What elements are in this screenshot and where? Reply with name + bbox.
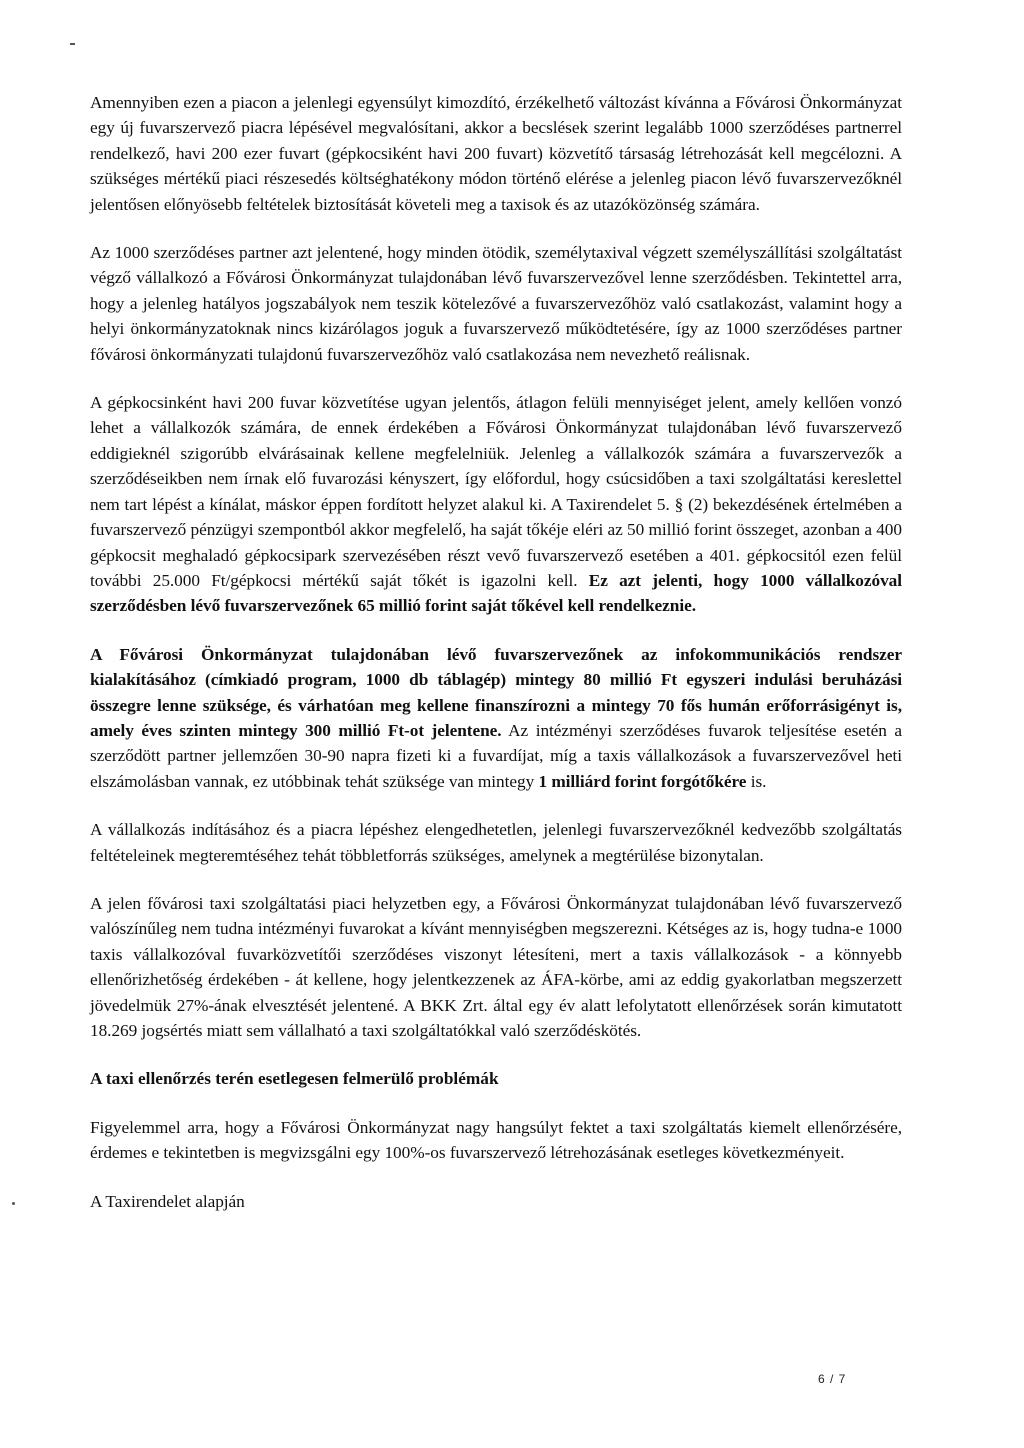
text-segment: Figyelemmel arra, hogy a Fővárosi Önkormányzat nagy hangsúlyt fektet a taxi szolgáltatás kiemelt ellenőrzésére, érdemes e tekintetben is megvizsgálni egy 100%-os fuvarszervező létrehozásának esetleges következményeit.	[90, 1117, 902, 1163]
paragraph	[90, 1115, 902, 1166]
text-segment: Az 1000 szerződéses partner azt jelentené, hogy minden ötödik, személytaxival végzett személyszállítási szolgáltatást végző vállalkozó a Fővárosi Önkormányzat tulajdonában lévő fuvarszervezővel lenne szerződésben. Tekintettel arra, hogy a jelenleg hatályos jogszabályok nem teszik kötelezővé a fuvarszervezőhöz való csatlakozást, valamint hogy a helyi önkormányzatoknak nincs kizárólagos joguk a fuvarszervező működtetésére, így az 1000 szerződéses partner fővárosi önkormányzati tulajdonú fuvarszervezőhöz való csatlakozása nem nevezhető reálisnak.	[90, 243, 902, 364]
scan-mark	[12, 1202, 15, 1205]
paragraph	[90, 240, 902, 367]
page-number: 6 / 7	[818, 1372, 847, 1386]
paragraph	[90, 891, 902, 1043]
text-segment: A jelen fővárosi taxi szolgáltatási piaci helyzetben egy, a Fővárosi Önkormányzat tulajdonában lévő fuvarszervező valószínűleg nem tudna intézményi fuvarokat a kívánt mennyiségben megszerezni. Kétséges az is, hogy tudna-e 1000 taxis vállalkozóval fuvarközvetítői szerződéses viszonyt létesíteni, mert a taxis vállalkozások - a könnyebb ellenőrizhetőség érdekében - át kellene, hogy jelentkezzenek az ÁFA-körbe, ami az eddig gyakorlatban megszerzett jövedelmük 27%-ának elvesztését jelentené. A BKK Zrt. által egy év alatt lefolytatott ellenőrzések során kimutatott 18.269 jogsértés miatt sem vállalható a taxi szolgáltatókkal való szerződéskötés.	[90, 893, 902, 1040]
paragraph	[90, 642, 902, 794]
paragraph	[90, 390, 902, 619]
scan-mark	[70, 43, 75, 45]
text-segment: A gépkocsinként havi 200 fuvar közvetítése ugyan jelentős, átlagon felüli mennyiséget jelent, amely kellően vonzó lehet a vállalkozók számára, de ennek érdekében a Fővárosi Önkormányzat tulajdonában lévő fuvarszervező eddigieknél szigorúbb elvárásainak kellene megfelelniük. Jelenleg a vállalkozók számára a fuvarszervezők a szerződéseikben nem írnak elő fuvarozási kényszert, így előfordul, hogy csúcsidőben a taxi szolgáltatási kereslettel nem tart lépést a kínálat, máskor éppen fordított helyzet alakul ki. A Taxirendelet 5. § (2) bekezdésének értelmében a fuvarszervező pénzügyi szempontból akkor megfelelő, ha saját tőkéje eléri az 50 millió forint összeget, azonban a 400 gépkocsit meghaladó gépkocsipark szervezésében részt vevő fuvarszervező esetében a 401. gépkocsitól ezen felül további 25.000 Ft/gépkocsi mértékű saját tőkét is igazolni kell.	[90, 393, 902, 590]
document-body	[90, 90, 902, 1237]
paragraph	[90, 90, 902, 217]
text-segment: is.	[746, 771, 767, 791]
bold-text-segment: A Fővárosi Önkormányzat tulajdonában lévő fuvarszervezőnek az infokommunikációs rendszer kialakításához (címkiadó program, 1000 db táblagép) mintegy 80 millió Ft egyszeri indulási beruházási összegre lenne szüksége, és várhatóan meg kellene finanszírozni a mintegy 70 fős humán erőforrásigényt is, amely éves szinten mintegy 300 millió Ft-ot jelentene.	[90, 644, 902, 740]
bold-text-segment: Ez azt jelenti, hogy 1000 vállalkozóval szerződésben lévő fuvarszervezőnek 65 millió forint saját tőkével kell rendelkeznie.	[90, 570, 902, 616]
text-segment: A Taxirendelet alapján	[90, 1191, 245, 1211]
section-heading: A taxi ellenőrzés terén esetlegesen felmerülő problémák	[90, 1069, 499, 1089]
paragraph	[90, 817, 902, 868]
bold-text-segment: 1 milliárd forint forgótőkére	[538, 771, 747, 791]
text-segment: Amennyiben ezen a piacon a jelenlegi egyensúlyt kimozdító, érzékelhető változást kívánna a Fővárosi Önkormányzat egy új fuvarszervező piacra lépésével megvalósítani, akkor a becslések szerint legalább 1000 szerződéses partnerrel rendelkező, havi 200 ezer fuvart (gépkocsiként havi 200 fuvart) közvetítő társaság létrehozását kell megcélozni. A szükséges mértékű piaci részesedés költséghatékony módon történő elérése a jelenleg piacon lévő fuvarszervezőknél jelentősen előnyösebb feltételek biztosítását követeli meg a taxisok és az utazóközönség számára.	[90, 93, 902, 214]
text-segment: A vállalkozás indításához és a piacra lépéshez elengedhetetlen, jelenlegi fuvarszervezőknél kedvezőbb szolgáltatás feltételeinek megteremtéséhez tehát többletforrás szükséges, amelynek a megtérülése bizonytalan.	[90, 820, 902, 865]
text-segment: Az intézményi szerződéses fuvarok teljesítése esetén a szerződött partner jellemzően 30-90 napra fizeti ki a fuvardíjat, míg a taxis vállalkozások a fuvarszervezővel heti elszámolásban vannak, ez utóbbinak tehát szüksége van mintegy	[90, 720, 902, 791]
paragraph	[90, 1189, 902, 1214]
